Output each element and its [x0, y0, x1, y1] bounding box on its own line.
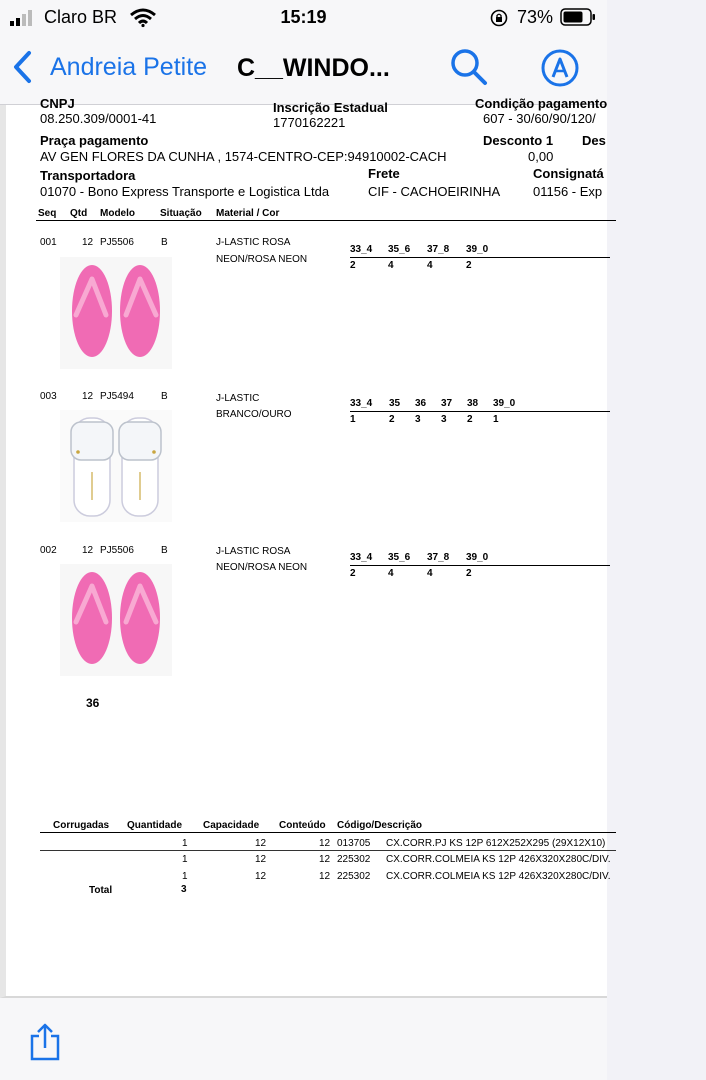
size-label: 35 [389, 398, 401, 409]
desconto1-label: Desconto 1 [483, 133, 554, 148]
share-icon [28, 1022, 62, 1062]
size-qty: 4 [388, 260, 394, 271]
product-image-white-slides [60, 410, 172, 522]
cnpj-value: 08.250.309/0001-41 [40, 111, 157, 126]
item-situacao: B [161, 237, 168, 248]
col-quantidade: Quantidade [127, 820, 183, 831]
size-label: 39_0 [466, 244, 489, 255]
size-qty: 2 [350, 260, 356, 271]
size-label: 36 [415, 398, 427, 409]
share-button[interactable] [28, 1022, 62, 1067]
ie-value: 1770162221 [273, 115, 346, 130]
product-image-pink-flip-flops [60, 564, 172, 676]
navigation-bar [0, 34, 607, 105]
item-modelo: PJ5506 [100, 237, 134, 248]
item-material-line2: NEON/ROSA NEON [216, 562, 308, 573]
row-descricao: CX.CORR.COLMEIA KS 12P 426X320X280C/DIV. [386, 871, 611, 882]
row-descricao: CX.CORR.COLMEIA KS 12P 426X320X280C/DIV. [386, 854, 611, 865]
item-qtd: 12 [82, 391, 94, 402]
size-qty: 2 [466, 260, 472, 271]
row-quantidade: 1 [182, 838, 188, 849]
row-capacidade: 12 [255, 854, 267, 865]
search-button[interactable] [450, 48, 488, 91]
ie-label: Inscrição Estadual [273, 100, 388, 115]
status-bar [0, 0, 607, 34]
battery-icon [560, 8, 596, 26]
col-corrugadas: Corrugadas [53, 820, 110, 831]
carrier-name: Claro BR [44, 7, 118, 27]
row-codigo: 225302 [337, 871, 371, 882]
cnpj-label: CNPJ [40, 96, 75, 111]
row-quantidade: 1 [182, 854, 188, 865]
size-grid [350, 552, 610, 580]
item-material-line2: BRANCO/OURO [216, 409, 292, 420]
size-grid [350, 398, 610, 426]
row-capacidade: 12 [255, 838, 267, 849]
size-label: 37_8 [427, 244, 450, 255]
back-button[interactable] [12, 50, 207, 84]
col-seq: Seq [38, 208, 57, 219]
frete-value: CIF - CACHOEIRINHA [368, 184, 501, 199]
condicao-value: 607 - 30/60/90/120/ [483, 111, 596, 126]
row-rule [40, 850, 616, 851]
transportadora-value: 01070 - Bono Express Transporte e Logistica Ltda [40, 184, 330, 199]
document-page [6, 96, 706, 1005]
item-seq: 003 [40, 391, 57, 402]
markup-button[interactable] [540, 48, 580, 93]
size-label: 33_4 [350, 398, 373, 409]
size-label: 39_0 [493, 398, 516, 409]
item-qtd: 12 [82, 545, 94, 556]
total-pairs: 36 [86, 696, 100, 710]
boxes-header-rule [40, 832, 616, 833]
col-conteudo: Conteúdo [279, 820, 326, 831]
search-icon [450, 48, 488, 86]
markup-pen-icon [540, 48, 580, 88]
size-qty: 1 [493, 414, 499, 425]
bottom-toolbar [0, 998, 607, 1080]
document-viewer[interactable] [0, 96, 611, 998]
size-label: 35_6 [388, 244, 411, 255]
condicao-label: Condição pagamento [475, 96, 608, 111]
size-label: 33_4 [350, 244, 373, 255]
size-label: 37_8 [427, 552, 450, 563]
size-qty: 4 [427, 568, 433, 579]
col-situacao: Situação [160, 208, 202, 219]
desconto2-label: Des [582, 133, 606, 148]
row-conteudo: 12 [319, 854, 331, 865]
col-material: Material / Cor [216, 208, 280, 219]
size-qty: 2 [466, 568, 472, 579]
back-label: Andreia Petite [50, 52, 208, 81]
size-qty: 2 [389, 414, 395, 425]
orientation-lock-icon [490, 9, 508, 27]
header-rule [36, 220, 616, 221]
col-capacidade: Capacidade [203, 820, 260, 831]
size-qty: 1 [350, 414, 356, 425]
praca-label: Praça pagamento [40, 133, 149, 148]
size-qty: 3 [441, 414, 447, 425]
product-image-pink-flip-flops [60, 257, 172, 369]
desconto1-value: 0,00 [528, 149, 554, 164]
size-label: 33_4 [350, 552, 373, 563]
col-modelo: Modelo [100, 208, 135, 219]
row-codigo: 225302 [337, 854, 371, 865]
boxes-total-label: Total [89, 885, 113, 896]
row-capacidade: 12 [255, 871, 267, 882]
consignatario-value: 01156 - Exp [533, 184, 603, 199]
col-codigo-descricao: Código/Descrição [337, 820, 423, 831]
item-material-line2: NEON/ROSA NEON [216, 254, 308, 265]
size-qty: 4 [427, 260, 433, 271]
frete-label: Frete [368, 166, 400, 181]
row-codigo: 013705 [337, 838, 371, 849]
consignatario-label: Consignatá [533, 166, 604, 181]
size-qty: 4 [388, 568, 394, 579]
size-grid [350, 244, 610, 272]
item-material-line1: J-LASTIC ROSA [216, 237, 291, 248]
item-situacao: B [161, 391, 168, 402]
item-situacao: B [161, 545, 168, 556]
size-qty: 3 [415, 414, 421, 425]
size-label: 37 [441, 398, 453, 409]
size-qty: 2 [467, 414, 473, 425]
item-material-line1: J-LASTIC ROSA [216, 546, 291, 557]
item-qtd: 12 [82, 237, 94, 248]
item-modelo: PJ5506 [100, 545, 134, 556]
boxes-total-value: 3 [181, 884, 187, 895]
item-seq: 001 [40, 237, 57, 248]
battery-percent: 73% [516, 7, 553, 27]
chevron-left-icon [12, 50, 34, 84]
size-label: 38 [467, 398, 479, 409]
document-title: C__WINDO... [237, 54, 390, 82]
row-conteudo: 12 [319, 871, 331, 882]
item-material-line1: J-LASTIC [216, 393, 260, 404]
clock: 15:19 [280, 7, 327, 27]
size-label: 35_6 [388, 552, 411, 563]
row-conteudo: 12 [319, 838, 331, 849]
size-label: 39_0 [466, 552, 489, 563]
praca-value: AV GEN FLORES DA CUNHA , 1574-CENTRO-CEP:94910002-CACH [40, 149, 447, 164]
item-modelo: PJ5494 [100, 391, 134, 402]
transportadora-label: Transportadora [40, 168, 136, 183]
col-qtd: Qtd [70, 208, 88, 219]
row-quantidade: 1 [182, 871, 188, 882]
size-qty: 2 [350, 568, 356, 579]
item-seq: 002 [40, 545, 57, 556]
row-descricao: CX.CORR.PJ KS 12P 612X252X295 (29X12X10) [386, 838, 606, 849]
